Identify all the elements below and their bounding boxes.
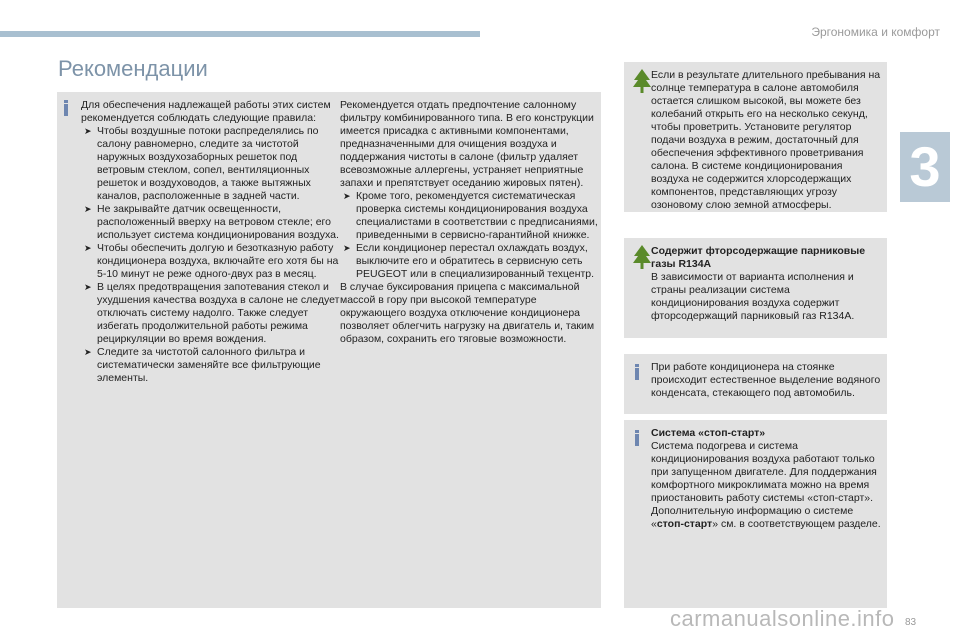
arrow-bullet-icon: ➤ xyxy=(84,243,92,253)
eco-box-ventilation xyxy=(624,62,887,212)
eco-box-gas xyxy=(624,238,887,338)
info-box-stop-start xyxy=(624,420,887,608)
list-item: ➤ Следите за чистотой салонного фильтра и систематически заменяйте все фильтрующие элементы. xyxy=(84,346,321,384)
page-title: Рекомендации xyxy=(58,56,208,81)
list-item: ➤ Чтобы обеспечить долгую и безотказную работу кондиционера воздуха, включайте его хотя бы на 5-10 минут не реже одного-двух раз в месяц. xyxy=(84,242,339,280)
chapter-tab: 3 xyxy=(900,132,950,202)
recommendations-panel xyxy=(57,92,601,608)
tree-icon xyxy=(631,68,653,94)
arrow-bullet-icon: ➤ xyxy=(343,243,351,253)
arrow-bullet-icon: ➤ xyxy=(84,126,92,136)
list-item: ➤ Кроме того, рекомендуется систематическая проверка системы кондиционирования воздуха специалистами в соответствии с предписаниями, приведенными в сервисно-гарантийной книжке. xyxy=(343,190,598,241)
box-text: Если в результате длительного пребывания на солнце температура в салоне автомобиля остается слишком высокой, вы можете без колебаний открыть его на несколько секунд, чтобы проветрить. Установите регулятор подачи воздуха в режим, достаточный для обеспечения эффективного проветривания салона. В системе кондиционирования воздуха не содержится хлорсодержащих компонентов, представляющих угрозу озоновому слою земной атмосферы. xyxy=(651,69,881,211)
middle-column xyxy=(340,99,598,346)
left-intro: Для обеспечения надлежащей работы этих систем рекомендуется соблюдать следующие правила: xyxy=(81,99,331,124)
arrow-bullet-icon: ➤ xyxy=(84,204,92,214)
section-title: Эргономика и комфорт xyxy=(811,25,940,39)
arrow-bullet-icon: ➤ xyxy=(343,191,351,201)
list-item: ➤ Если кондиционер перестал охлаждать воздух, выключите его и обратитесь в сервисную сеть PEUGEOT или в специализированный техцентр. xyxy=(343,242,595,280)
info-box-condensate xyxy=(624,354,887,414)
box-text: Содержит фторсодержащие парниковые газы R134A В зависимости от варианта исполнения и страны реализации система кондиционирования воздуха содержит фторсодержащий парниковый газ R134A. xyxy=(651,245,866,322)
arrow-bullet-icon: ➤ xyxy=(84,347,92,357)
arrow-bullet-icon: ➤ xyxy=(84,282,92,292)
list-item: ➤ Не закрывайте датчик освещенности, расположенный вверху на ветровом стекле; его использует система кондиционирования воздуха. xyxy=(84,203,339,241)
tree-icon xyxy=(631,244,653,270)
watermark: carmanualsonline.info xyxy=(670,606,895,631)
mid-outro: В случае буксирования прицепа с максимальной массой в гору при высокой температуре окружающего воздуха отключение кондиционера позволяет облегчить нагрузку на двигатель и, таким образом, сохранить его тяговые возможности. xyxy=(340,281,595,345)
mid-intro: Рекомендуется отдать предпочтение салонному фильтру комбинированного типа. В его конструкции имеется присадка с активными компонентами, предназначенными для очищения воздуха и поддержания чистоты в салоне (фильтр удаляет всевозможные аллергены, устраняет неприятные запахи и препятствует оседанию жировых пятен). xyxy=(340,99,594,189)
info-icon xyxy=(635,434,639,446)
info-icon xyxy=(64,104,68,116)
box-heading: Система «стоп-старт» xyxy=(651,427,766,439)
box-text: При работе кондиционера на стоянке происходит естественное выделение водяного конденсата, стекающего под автомобиль. xyxy=(651,361,881,399)
list-item: ➤ В целях предотвращения запотевания стекол и ухудшения качества воздуха в салоне не следует отключать систему надолго. Также следует избегать продолжительной работы режима рециркуляции во время вождения. xyxy=(84,281,340,345)
info-icon xyxy=(635,368,639,380)
left-column xyxy=(81,99,343,385)
box-text: Система «стоп-старт» Система подогрева и система кондиционирования воздуха работают только при запущенном двигателе. Для поддержания комфортного микроклимата можно на время приостановить работу системы «стоп-старт». Дополнительную информацию о системе «стоп-старт» см. в соответствующем разделе. xyxy=(651,427,881,530)
box-heading: Содержит фторсодержащие парниковые газы R134A xyxy=(651,245,866,270)
header-rule xyxy=(0,31,480,37)
list-item: ➤ Чтобы воздушные потоки распределялись по салону равномерно, следите за чистотой наружных воздухозаборных решеток под ветровым стеклом, сопел, вентиляционных решеток и воздуховодов, а также вытяжных каналов, расположенные в задней части. xyxy=(84,125,319,202)
page-number: 83 xyxy=(905,617,917,628)
